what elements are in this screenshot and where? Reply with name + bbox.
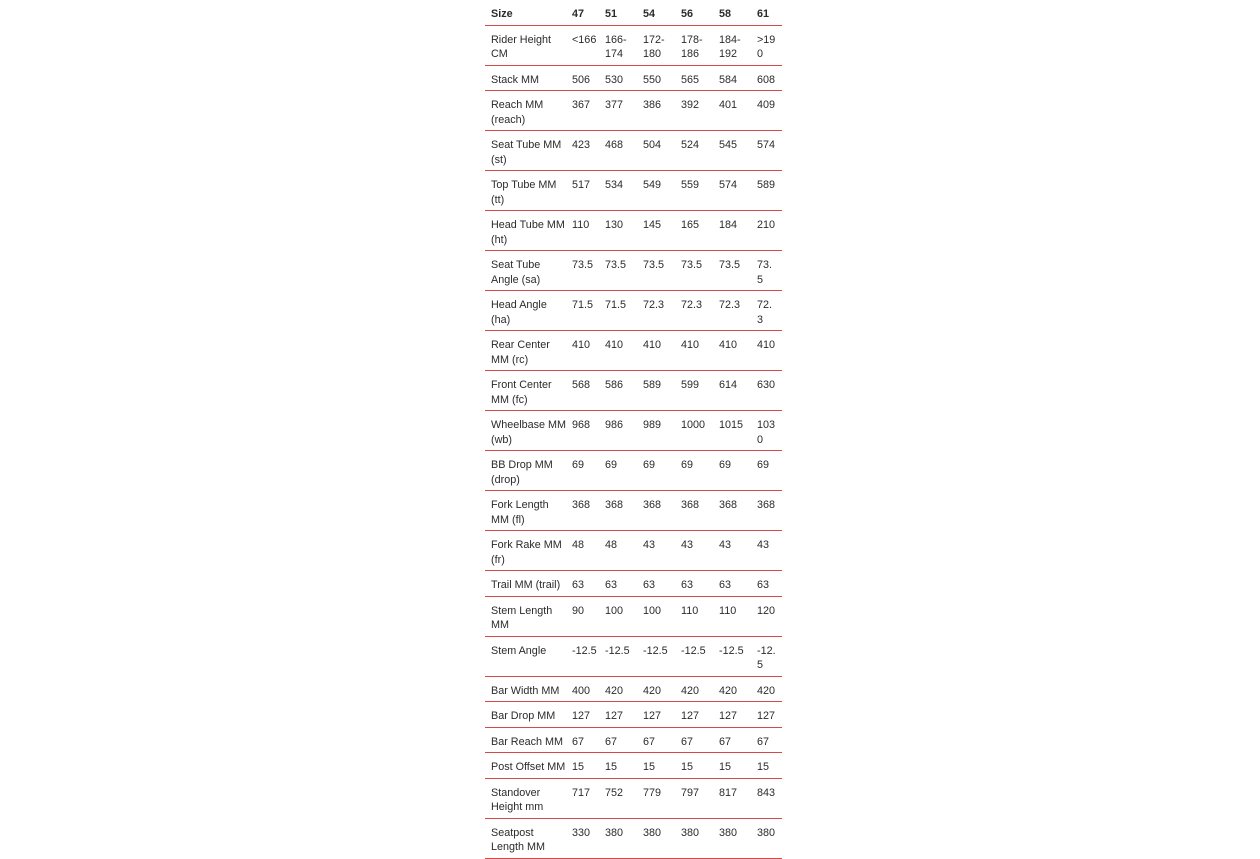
table-cell: 110 bbox=[719, 596, 757, 636]
table-cell: 90 bbox=[572, 596, 605, 636]
table-cell: 73.5 bbox=[719, 251, 757, 291]
table-cell: 517 bbox=[572, 171, 605, 211]
table-cell: 69 bbox=[572, 451, 605, 491]
row-label: Bar Width MM bbox=[485, 676, 572, 702]
table-cell: 15 bbox=[681, 753, 719, 779]
row-label: Rear Center MM (rc) bbox=[485, 331, 572, 371]
table-cell: 1030 bbox=[757, 411, 782, 451]
table-cell: 72.3 bbox=[643, 291, 681, 331]
table-row bbox=[485, 91, 782, 131]
size-column-header: 58 bbox=[719, 0, 757, 25]
row-label: Rider Height CM bbox=[485, 25, 572, 65]
table-cell: 127 bbox=[757, 702, 782, 728]
size-column-header: 56 bbox=[681, 0, 719, 25]
table-cell: 565 bbox=[681, 65, 719, 91]
table-cell: 380 bbox=[681, 818, 719, 858]
table-cell: 15 bbox=[605, 753, 643, 779]
table-cell: 968 bbox=[572, 411, 605, 451]
table-cell: 586 bbox=[605, 371, 643, 411]
table-cell: 69 bbox=[681, 451, 719, 491]
table-cell: 330 bbox=[572, 818, 605, 858]
header-row bbox=[485, 0, 782, 25]
table-cell: 779 bbox=[643, 778, 681, 818]
row-label: Head Angle (ha) bbox=[485, 291, 572, 331]
table-cell: 420 bbox=[757, 676, 782, 702]
table-cell: 43 bbox=[643, 531, 681, 571]
table-cell: 584 bbox=[719, 65, 757, 91]
table-cell: 110 bbox=[572, 211, 605, 251]
size-column-header: 54 bbox=[643, 0, 681, 25]
table-row bbox=[485, 411, 782, 451]
table-cell: 67 bbox=[681, 727, 719, 753]
table-cell: 73.5 bbox=[681, 251, 719, 291]
table-cell: 410 bbox=[643, 331, 681, 371]
table-cell: 377 bbox=[605, 91, 643, 131]
table-cell: 71.5 bbox=[605, 291, 643, 331]
table-cell: 367 bbox=[572, 91, 605, 131]
table-cell: 400 bbox=[572, 676, 605, 702]
table-row bbox=[485, 596, 782, 636]
table-cell: >190 bbox=[757, 25, 782, 65]
table-cell: 127 bbox=[572, 702, 605, 728]
table-row bbox=[485, 25, 782, 65]
table-cell: 15 bbox=[572, 753, 605, 779]
row-label: Trail MM (trail) bbox=[485, 571, 572, 597]
table-cell: 589 bbox=[757, 171, 782, 211]
table-row bbox=[485, 753, 782, 779]
table-cell: 48 bbox=[605, 531, 643, 571]
row-label: Stem Angle bbox=[485, 636, 572, 676]
table-cell: 43 bbox=[681, 531, 719, 571]
table-cell: 380 bbox=[605, 818, 643, 858]
table-cell: 127 bbox=[681, 702, 719, 728]
table-cell: 15 bbox=[757, 753, 782, 779]
table-cell: 392 bbox=[681, 91, 719, 131]
table-cell: 100 bbox=[605, 596, 643, 636]
table-cell: 380 bbox=[757, 818, 782, 858]
row-label: Bar Reach MM bbox=[485, 727, 572, 753]
table-cell: 166-174 bbox=[605, 25, 643, 65]
table-cell: 172-180 bbox=[643, 25, 681, 65]
row-label: Front Center MM (fc) bbox=[485, 371, 572, 411]
table-cell: 67 bbox=[572, 727, 605, 753]
table-cell: 63 bbox=[681, 571, 719, 597]
geometry-table bbox=[485, 0, 782, 859]
table-cell: 210 bbox=[757, 211, 782, 251]
table-cell: 614 bbox=[719, 371, 757, 411]
table-cell: 545 bbox=[719, 131, 757, 171]
table-row bbox=[485, 727, 782, 753]
table-cell: 43 bbox=[757, 531, 782, 571]
table-row bbox=[485, 211, 782, 251]
table-cell: 420 bbox=[643, 676, 681, 702]
table-cell: 568 bbox=[572, 371, 605, 411]
row-label: Top Tube MM (tt) bbox=[485, 171, 572, 211]
table-cell: 69 bbox=[605, 451, 643, 491]
table-cell: 69 bbox=[719, 451, 757, 491]
table-cell: 409 bbox=[757, 91, 782, 131]
table-cell: 127 bbox=[605, 702, 643, 728]
table-cell: 63 bbox=[605, 571, 643, 597]
table-cell: 1015 bbox=[719, 411, 757, 451]
size-header: Size bbox=[485, 0, 572, 25]
table-cell: 549 bbox=[643, 171, 681, 211]
table-row bbox=[485, 331, 782, 371]
table-cell: 73.5 bbox=[757, 251, 782, 291]
size-column-header: 61 bbox=[757, 0, 782, 25]
row-label: Wheelbase MM (wb) bbox=[485, 411, 572, 451]
table-cell: 73.5 bbox=[572, 251, 605, 291]
table-cell: 67 bbox=[719, 727, 757, 753]
table-cell: 63 bbox=[757, 571, 782, 597]
table-cell: 368 bbox=[681, 491, 719, 531]
table-cell: -12.5 bbox=[757, 636, 782, 676]
row-label: Head Tube MM (ht) bbox=[485, 211, 572, 251]
table-cell: 127 bbox=[719, 702, 757, 728]
table-cell: 43 bbox=[719, 531, 757, 571]
row-label: Standover Height mm bbox=[485, 778, 572, 818]
table-row bbox=[485, 531, 782, 571]
table-row bbox=[485, 291, 782, 331]
table-cell: 410 bbox=[681, 331, 719, 371]
geometry-table-body bbox=[485, 25, 782, 858]
row-label: Fork Rake MM (fr) bbox=[485, 531, 572, 571]
table-cell: 67 bbox=[643, 727, 681, 753]
table-cell: 506 bbox=[572, 65, 605, 91]
table-row bbox=[485, 171, 782, 211]
table-cell: 368 bbox=[719, 491, 757, 531]
table-cell: 410 bbox=[605, 331, 643, 371]
table-row bbox=[485, 702, 782, 728]
table-cell: 530 bbox=[605, 65, 643, 91]
table-cell: 420 bbox=[681, 676, 719, 702]
row-label: Stack MM bbox=[485, 65, 572, 91]
table-cell: 48 bbox=[572, 531, 605, 571]
row-label: BB Drop MM (drop) bbox=[485, 451, 572, 491]
table-cell: 72.3 bbox=[757, 291, 782, 331]
table-cell: 420 bbox=[719, 676, 757, 702]
table-cell: 534 bbox=[605, 171, 643, 211]
table-cell: 73.5 bbox=[643, 251, 681, 291]
table-cell: 63 bbox=[643, 571, 681, 597]
row-label: Seat Tube MM (st) bbox=[485, 131, 572, 171]
row-label: Bar Drop MM bbox=[485, 702, 572, 728]
table-cell: 145 bbox=[643, 211, 681, 251]
table-cell: 423 bbox=[572, 131, 605, 171]
table-cell: 410 bbox=[719, 331, 757, 371]
table-cell: 989 bbox=[643, 411, 681, 451]
row-label: Fork Length MM (fl) bbox=[485, 491, 572, 531]
table-cell: -12.5 bbox=[643, 636, 681, 676]
table-cell: 71.5 bbox=[572, 291, 605, 331]
table-cell: 599 bbox=[681, 371, 719, 411]
table-row bbox=[485, 451, 782, 491]
table-cell: 410 bbox=[572, 331, 605, 371]
row-label: Seat Tube Angle (sa) bbox=[485, 251, 572, 291]
table-cell: 72.3 bbox=[719, 291, 757, 331]
table-cell: 589 bbox=[643, 371, 681, 411]
table-cell: 717 bbox=[572, 778, 605, 818]
table-cell: 797 bbox=[681, 778, 719, 818]
table-cell: 110 bbox=[681, 596, 719, 636]
table-cell: 468 bbox=[605, 131, 643, 171]
table-row bbox=[485, 371, 782, 411]
table-row bbox=[485, 676, 782, 702]
table-cell: 127 bbox=[643, 702, 681, 728]
table-cell: 184 bbox=[719, 211, 757, 251]
row-label: Reach MM (reach) bbox=[485, 91, 572, 131]
table-cell: 69 bbox=[757, 451, 782, 491]
table-cell: 184-192 bbox=[719, 25, 757, 65]
table-cell: 67 bbox=[757, 727, 782, 753]
table-cell: 380 bbox=[719, 818, 757, 858]
table-cell: 843 bbox=[757, 778, 782, 818]
table-cell: 574 bbox=[757, 131, 782, 171]
table-cell: 559 bbox=[681, 171, 719, 211]
table-cell: 630 bbox=[757, 371, 782, 411]
row-label: Post Offset MM bbox=[485, 753, 572, 779]
table-cell: 368 bbox=[572, 491, 605, 531]
geometry-table-header bbox=[485, 0, 782, 25]
table-row bbox=[485, 491, 782, 531]
table-cell: 1000 bbox=[681, 411, 719, 451]
table-cell: <166 bbox=[572, 25, 605, 65]
table-cell: 72.3 bbox=[681, 291, 719, 331]
table-cell: -12.5 bbox=[605, 636, 643, 676]
table-cell: 178-186 bbox=[681, 25, 719, 65]
table-row bbox=[485, 65, 782, 91]
table-cell: 817 bbox=[719, 778, 757, 818]
table-cell: 504 bbox=[643, 131, 681, 171]
table-cell: -12.5 bbox=[572, 636, 605, 676]
table-cell: 410 bbox=[757, 331, 782, 371]
size-column-header: 51 bbox=[605, 0, 643, 25]
table-cell: -12.5 bbox=[681, 636, 719, 676]
table-cell: 67 bbox=[605, 727, 643, 753]
table-cell: 524 bbox=[681, 131, 719, 171]
table-row bbox=[485, 778, 782, 818]
row-label: Stem Length MM bbox=[485, 596, 572, 636]
table-cell: 63 bbox=[719, 571, 757, 597]
table-cell: 380 bbox=[643, 818, 681, 858]
table-cell: 69 bbox=[643, 451, 681, 491]
table-cell: 420 bbox=[605, 676, 643, 702]
table-cell: 550 bbox=[643, 65, 681, 91]
table-cell: 368 bbox=[605, 491, 643, 531]
table-row bbox=[485, 636, 782, 676]
table-cell: 63 bbox=[572, 571, 605, 597]
table-cell: 386 bbox=[643, 91, 681, 131]
table-cell: 608 bbox=[757, 65, 782, 91]
table-cell: 986 bbox=[605, 411, 643, 451]
table-row bbox=[485, 818, 782, 858]
table-cell: 130 bbox=[605, 211, 643, 251]
table-cell: -12.5 bbox=[719, 636, 757, 676]
table-cell: 15 bbox=[643, 753, 681, 779]
table-cell: 574 bbox=[719, 171, 757, 211]
table-row bbox=[485, 571, 782, 597]
table-cell: 100 bbox=[643, 596, 681, 636]
table-cell: 165 bbox=[681, 211, 719, 251]
table-row bbox=[485, 131, 782, 171]
size-column-header: 47 bbox=[572, 0, 605, 25]
table-row bbox=[485, 251, 782, 291]
table-cell: 368 bbox=[757, 491, 782, 531]
table-cell: 401 bbox=[719, 91, 757, 131]
table-cell: 752 bbox=[605, 778, 643, 818]
table-cell: 368 bbox=[643, 491, 681, 531]
table-cell: 73.5 bbox=[605, 251, 643, 291]
table-cell: 15 bbox=[719, 753, 757, 779]
table-cell: 120 bbox=[757, 596, 782, 636]
row-label: Seatpost Length MM bbox=[485, 818, 572, 858]
